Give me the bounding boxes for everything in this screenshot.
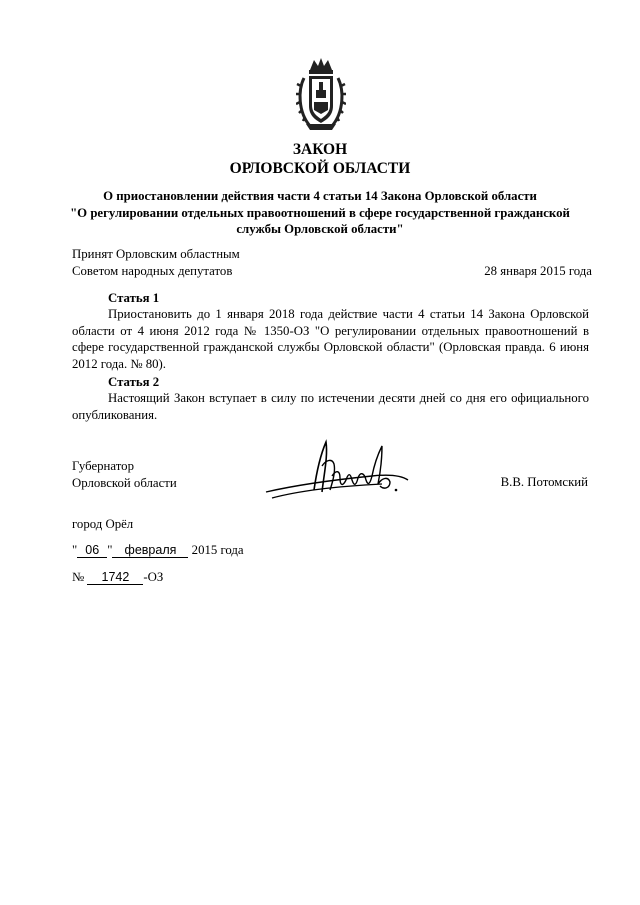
law-number-suffix: -ОЗ bbox=[143, 570, 164, 584]
article-1-heading: Статья 1 bbox=[108, 291, 160, 305]
signatory-name: В.В. Потомский bbox=[500, 475, 588, 489]
adoption-date: 28 января 2015 года bbox=[484, 263, 592, 278]
signing-day: 06 bbox=[77, 544, 107, 558]
article-1-text: Приостановить до 1 января 2018 года действие части 4 статьи 14 Закона Орловской области от 4 июня 2012 года № 1350-ОЗ "О регулировании отдельных правоотношений в сфере государственной гражданской службы Орловской области" (Орловская правда. 6 июня 2012 года. № 80). bbox=[72, 307, 589, 371]
handwritten-signature bbox=[262, 436, 412, 506]
adoption-block bbox=[72, 246, 592, 279]
document-region-title: ОРЛОВСКОЙ ОБЛАСТИ bbox=[229, 160, 411, 177]
signatory-position-line: Губернатор bbox=[72, 459, 134, 473]
law-subject bbox=[40, 188, 600, 238]
law-number bbox=[72, 569, 163, 586]
article-2-heading: Статья 2 bbox=[108, 375, 160, 389]
quote-mark: " bbox=[107, 543, 113, 557]
law-number-value: 1742 bbox=[87, 571, 143, 585]
adopted-by-line: Советом народных депутатов bbox=[72, 263, 233, 278]
law-subject-line: службы Орловской области" bbox=[236, 222, 404, 236]
article-2-text: Настоящий Закон вступает в силу по истечении десяти дней со дня его официального опубликования. bbox=[72, 391, 589, 422]
signatory-position bbox=[72, 458, 177, 491]
document-title: ЗАКОН bbox=[292, 141, 348, 158]
number-sign: № bbox=[72, 570, 85, 584]
city-name: город Орёл bbox=[72, 517, 134, 531]
signing-date bbox=[72, 542, 244, 559]
adopted-by-line: Принят Орловским областным bbox=[72, 247, 240, 261]
signing-year: 2015 года bbox=[191, 543, 244, 557]
quote-mark: " bbox=[72, 543, 78, 557]
signing-month: февраля bbox=[112, 544, 188, 558]
coat-of-arms-icon bbox=[296, 56, 346, 134]
signatory-position-line: Орловской области bbox=[72, 475, 177, 490]
law-subject-line: "О регулировании отдельных правоотношений в сфере государственной гражданской bbox=[70, 205, 570, 220]
law-subject-line: О приостановлении действия части 4 статьи 14 Закона Орловской области bbox=[103, 189, 537, 203]
